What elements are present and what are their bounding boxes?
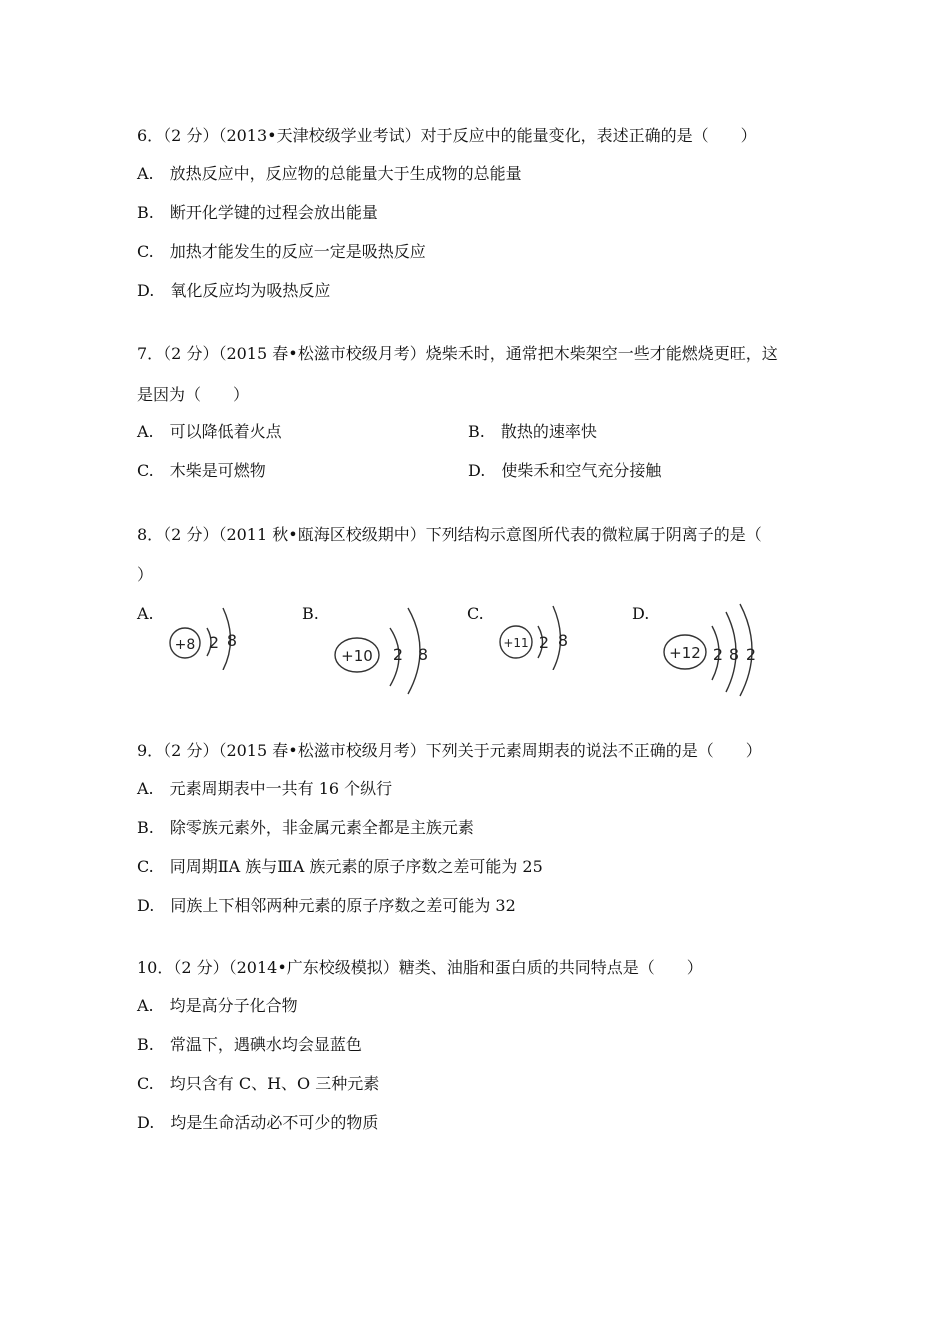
atom-diagram-c [492,598,592,674]
question-6-stem: 6．（2 分）（2013•天津校级学业考试）对于反应中的能量变化，表述正确的是（ ） [137,126,757,145]
atom-diagram-d [660,598,770,702]
question-8-stem-line2: ） [137,565,154,584]
atom-diagram-b [330,600,442,700]
question-10-stem: 10．（2 分）（2014•广东校级模拟）糖类、油脂和蛋白质的共同特点是（ ） [137,958,703,977]
question-9-option-c: C. 同周期ⅡA 族与ⅢA 族元素的原子序数之差可能为 25 [137,857,543,876]
diagram-a-label: A. [137,604,154,623]
question-10-option-c: C. 均只含有 C、H、O 三种元素 [137,1074,380,1093]
diagram-b-label: B. [302,604,319,623]
shell-electrons-c2: 8 [557,631,569,650]
question-6-option-c: C. 加热才能发生的反应一定是吸热反应 [137,242,426,261]
shell-electrons-a1: 2 [208,633,220,652]
question-8-stem-line1: 8．（2 分）（2011 秋•瓯海区校级期中）下列结构示意图所代表的微粒属于阴离子的是（ [137,525,762,544]
question-10-option-a: A. 均是高分子化合物 [137,996,298,1015]
diagram-c-label: C. [467,604,484,623]
question-9-stem: 9．（2 分）（2015 春•松滋市校级月考）下列关于元素周期表的说法不正确的是（ ） [137,741,762,760]
shell-electrons-b1: 2 [392,645,404,664]
question-6-option-a: A. 放热反应中，反应物的总能量大于生成物的总能量 [137,164,522,183]
question-7-option-a: A. 可以降低着火点 [137,422,282,441]
nucleus-charge-d: +12 [669,644,701,662]
diagram-d-label: D. [632,604,650,623]
question-9-option-a: A. 元素周期表中一共有 16 个纵行 [137,779,393,798]
question-9-option-d: D. 同族上下相邻两种元素的原子序数之差可能为 32 [137,896,516,915]
nucleus-charge-c: +11 [503,636,529,650]
shell-electrons-d2: 8 [728,645,740,664]
question-7-stem-line2: 是因为（ ） [137,385,250,404]
question-7-stem-line1: 7．（2 分）（2015 春•松滋市校级月考）烧柴禾时，通常把木柴架空一些才能燃烧更旺，这 [137,344,778,363]
nucleus-charge-a: +8 [174,637,196,653]
shell-electrons-d3: 2 [745,645,757,664]
question-6-option-b: B. 断开化学键的过程会放出能量 [137,203,378,222]
question-10-option-d: D. 均是生命活动必不可少的物质 [137,1113,379,1132]
atom-diagram-a [160,598,260,674]
question-6-option-d: D. 氧化反应均为吸热反应 [137,281,331,300]
question-7-option-c: C. 木柴是可燃物 [137,461,266,480]
question-9-option-b: B. 除零族元素外，非金属元素全都是主族元素 [137,818,474,837]
shell-electrons-c1: 2 [538,633,550,652]
shell-electrons-d1: 2 [712,645,724,664]
shell-electrons-b2: 8 [417,645,429,664]
question-7-option-d: D. 使柴禾和空气充分接触 [468,461,662,480]
shell-electrons-a2: 8 [226,631,238,650]
question-10-option-b: B. 常温下，遇碘水均会显蓝色 [137,1035,362,1054]
nucleus-charge-b: +10 [341,647,373,665]
question-7-option-b: B. 散热的速率快 [468,422,597,441]
